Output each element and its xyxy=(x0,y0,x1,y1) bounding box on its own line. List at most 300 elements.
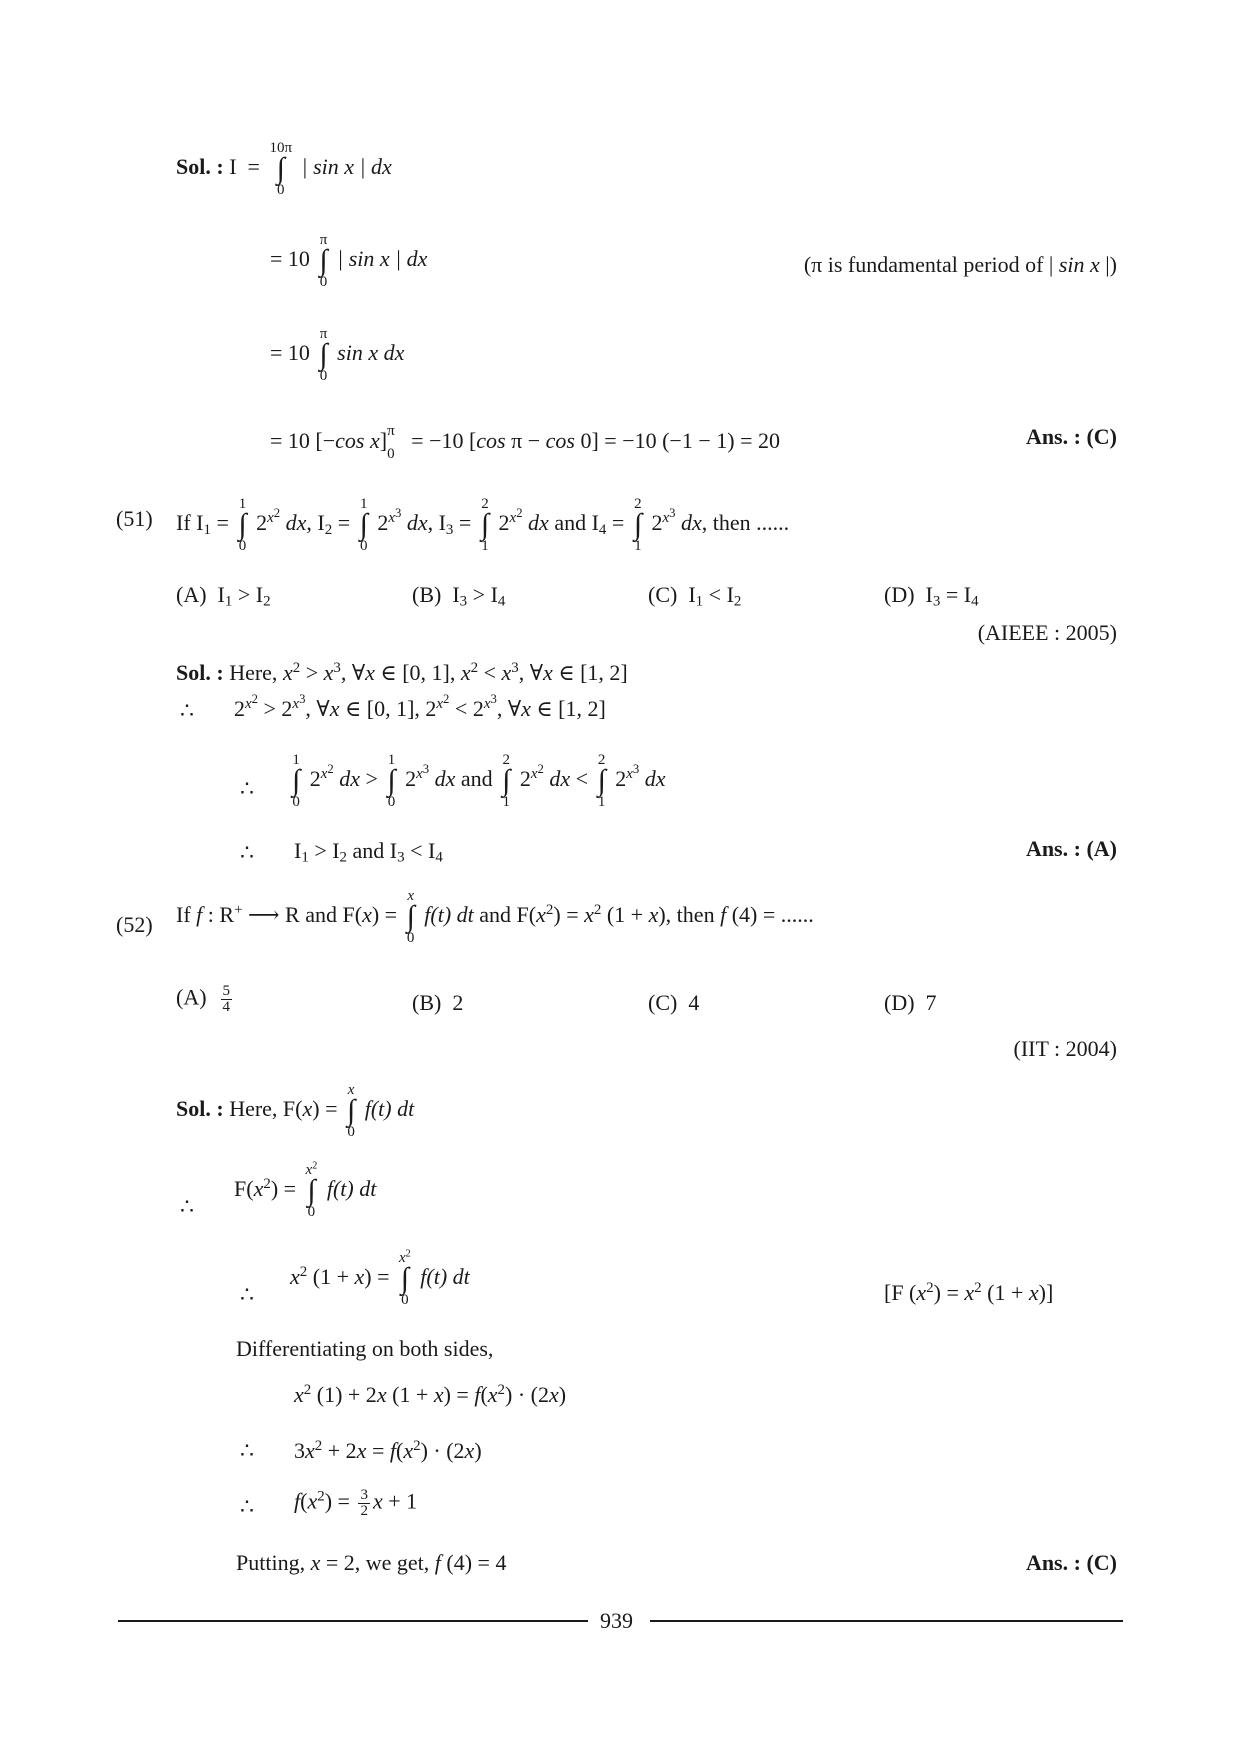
sol-label: Sol. xyxy=(176,1096,211,1122)
x: x xyxy=(320,765,328,782)
exp: 3 xyxy=(490,691,497,706)
gt: > xyxy=(300,660,324,685)
numerator: 3 xyxy=(360,1487,368,1503)
sq: 2 xyxy=(312,1160,318,1172)
gt-I: > I xyxy=(308,838,340,863)
sub: 1 xyxy=(224,593,233,610)
exp: 2 xyxy=(273,505,281,520)
f: f xyxy=(474,1382,481,1407)
exp: 3 xyxy=(299,691,306,706)
putting: Putting, xyxy=(236,1550,311,1575)
x: x xyxy=(292,695,300,712)
sol51-line1 xyxy=(176,659,628,685)
f4: (4) = ...... xyxy=(726,902,814,928)
option-label: (B) xyxy=(412,990,442,1015)
exp: 2 xyxy=(251,691,258,706)
dx: dx xyxy=(406,510,428,536)
q52-stem xyxy=(176,888,814,946)
note-italic: sin x xyxy=(1053,252,1106,277)
therefore-symbol: ∴ xyxy=(240,1282,254,1307)
result: (4) = 4 xyxy=(440,1550,507,1575)
upper-limit: 10π xyxy=(269,140,293,156)
f: f xyxy=(196,902,203,928)
map: : R xyxy=(202,902,235,928)
x: x xyxy=(543,660,553,685)
sub: 1 xyxy=(695,593,704,610)
sol50-line2 xyxy=(270,232,427,290)
integral-sign: ∫ xyxy=(597,764,606,797)
dx: dx xyxy=(549,766,571,792)
forall: , ∀ xyxy=(305,696,330,721)
denominator: 2 xyxy=(360,1503,368,1519)
lower-limit: 0 xyxy=(307,1204,316,1220)
q52-option-a[interactable] xyxy=(176,984,235,1015)
sq: 2 xyxy=(545,901,554,918)
x: x xyxy=(323,660,334,685)
x: x xyxy=(464,1438,475,1463)
t-dt: (t) dt xyxy=(426,1264,470,1290)
sol-label: Sol. xyxy=(176,660,211,685)
I: I xyxy=(925,582,933,607)
sol52-line3 xyxy=(290,1250,470,1308)
upper-limit: 1 xyxy=(387,752,396,768)
t-dt: (t) dt xyxy=(430,902,474,928)
integral xyxy=(319,232,327,290)
q51-option-c[interactable] xyxy=(648,582,741,608)
lower-limit: 0 xyxy=(276,182,285,198)
plus-2: + 2 xyxy=(322,1438,357,1463)
exp: 2 xyxy=(292,659,301,676)
q52-option-b[interactable] xyxy=(412,990,463,1016)
base: 2 xyxy=(651,510,663,536)
sub: 3 xyxy=(445,521,454,538)
lower-limit: 0 xyxy=(401,1292,409,1308)
x: x xyxy=(245,695,252,712)
exp: 2 xyxy=(327,761,334,776)
note-text: (π is fundamental period of | xyxy=(803,252,1054,277)
then: , then ...... xyxy=(701,510,790,536)
integral xyxy=(481,496,489,554)
integral xyxy=(598,752,606,810)
integrand: | sin x | dx xyxy=(337,246,428,272)
integral xyxy=(269,140,292,198)
sol52-putting xyxy=(236,1552,506,1574)
integral xyxy=(399,1250,411,1308)
upper-limit: x xyxy=(407,888,414,904)
d1-c: ) = xyxy=(443,1382,475,1407)
integral-sign: ∫ xyxy=(400,1262,409,1295)
x: x xyxy=(433,1382,444,1407)
lower-limit: 1 xyxy=(634,538,642,554)
base: 2 xyxy=(498,510,510,536)
sub: 3 xyxy=(397,849,405,866)
x: x xyxy=(483,695,491,712)
t-dt: (t) dt xyxy=(332,1176,377,1202)
lower-limit: 0 xyxy=(406,930,415,946)
footer-rule-left xyxy=(118,1620,588,1622)
eq: ) = xyxy=(324,1488,356,1514)
option-label: (C) xyxy=(648,582,678,607)
x: x xyxy=(329,696,340,721)
differentiating-text: Differentiating on both sides, xyxy=(236,1336,494,1361)
therefore-symbol: ∴ xyxy=(240,1438,254,1463)
eq: ) = xyxy=(270,1176,302,1202)
lower-limit: 1 xyxy=(597,794,606,810)
x: x xyxy=(509,509,517,526)
d1-e: ) · (2 xyxy=(505,1382,549,1407)
sol52-diff1 xyxy=(294,1381,567,1407)
therefore-symbol: ∴ xyxy=(180,1194,194,1219)
dx: dx xyxy=(434,766,456,792)
base: 2 xyxy=(519,766,531,792)
and-I: and I xyxy=(548,510,599,536)
forall: , ∀ xyxy=(340,660,366,685)
option-label: (D) xyxy=(884,990,915,1015)
sub: 1 xyxy=(203,521,211,538)
q52-number: (52) xyxy=(116,912,153,937)
integral xyxy=(387,752,395,810)
exp: 2 xyxy=(443,691,450,706)
base: 2 xyxy=(234,696,245,721)
note-a: [F ( xyxy=(884,1280,917,1305)
integral-sign: ∫ xyxy=(319,338,328,371)
base: 2 xyxy=(425,696,437,721)
in-range: ∈ [1, 2] xyxy=(530,696,606,721)
cos-x: cos x xyxy=(335,428,380,454)
x: x xyxy=(302,1096,313,1122)
integral xyxy=(319,326,327,384)
x: x xyxy=(356,1438,367,1463)
here: Here, xyxy=(229,660,283,685)
integral-sign: ∫ xyxy=(502,764,511,797)
sq: 2 xyxy=(299,1263,308,1280)
exp: 3 xyxy=(632,761,640,776)
colon: : xyxy=(216,660,224,685)
colon: : xyxy=(216,154,224,180)
f: f xyxy=(389,1438,396,1463)
exp: 3 xyxy=(422,761,430,776)
integral xyxy=(238,496,246,554)
plus: + xyxy=(234,901,243,918)
x: x xyxy=(365,660,375,685)
integral xyxy=(502,752,510,810)
lt: < xyxy=(449,696,473,721)
I: I xyxy=(726,582,734,607)
base: 2 xyxy=(281,696,293,721)
x: x xyxy=(310,1550,321,1575)
integral xyxy=(306,1162,318,1220)
x: x xyxy=(549,1382,559,1407)
upper-limit: π xyxy=(319,326,328,342)
x: x xyxy=(253,1176,264,1202)
x: x xyxy=(1028,1280,1039,1305)
x: x xyxy=(648,902,659,928)
close: ) xyxy=(474,1438,482,1463)
x: x xyxy=(530,765,538,782)
x: x xyxy=(362,902,372,928)
sol52-line1 xyxy=(176,1082,414,1140)
exp: 3 xyxy=(333,659,341,676)
F-open: F( xyxy=(234,1176,254,1202)
base: 2 xyxy=(309,766,321,792)
open: ( xyxy=(395,1438,404,1463)
coeff: = 10 xyxy=(270,246,310,272)
exp: 2 xyxy=(516,505,523,520)
rest-a: = −10 [ xyxy=(411,428,477,454)
x: x xyxy=(626,765,633,782)
upper-limit: 1 xyxy=(238,496,247,512)
upper-limit: π xyxy=(319,232,328,248)
if: If xyxy=(176,902,197,928)
in-range: ∈ [0, 1], xyxy=(374,660,461,685)
integral-sign: ∫ xyxy=(319,244,328,277)
d1-a: (1) + 2 xyxy=(311,1382,377,1407)
base: 2 xyxy=(377,510,389,536)
sol50-line4 xyxy=(270,424,780,462)
f: f xyxy=(424,902,431,928)
coeff: = 10 xyxy=(270,340,310,366)
and: and xyxy=(455,766,499,792)
lower-limit: 0 xyxy=(238,538,247,554)
gt: > xyxy=(258,696,282,721)
plus-1: + 1 xyxy=(382,1488,418,1514)
x: x xyxy=(388,509,395,526)
q51-stem xyxy=(176,496,789,554)
therefore-symbol: ∴ xyxy=(180,698,194,723)
sq: 2 xyxy=(974,1279,982,1296)
x: x xyxy=(584,902,594,928)
integral xyxy=(634,496,642,554)
x: x xyxy=(521,696,531,721)
upper-limit: 1 xyxy=(292,752,300,768)
rest: (1 + xyxy=(601,902,649,928)
answer-51: Ans. : (A) xyxy=(1025,836,1117,861)
sq: 2 xyxy=(926,1279,934,1296)
sol51-line4 xyxy=(294,838,443,866)
x: x xyxy=(916,1280,927,1305)
sol52-note xyxy=(884,1279,1054,1305)
sq: 2 xyxy=(314,1437,323,1454)
x: x xyxy=(501,660,512,685)
option-label: (A) xyxy=(176,582,207,607)
sub: 1 xyxy=(301,849,309,866)
integral-sign: ∫ xyxy=(387,764,396,797)
exp: 2 xyxy=(537,761,544,776)
dx: dx xyxy=(285,510,307,536)
value: 4 xyxy=(688,990,700,1015)
I: I xyxy=(255,582,264,607)
x: x xyxy=(305,1162,313,1178)
integral-sign: ∫ xyxy=(292,764,301,797)
base: 2 xyxy=(615,766,627,792)
value: 2 xyxy=(452,990,464,1015)
q51-option-a[interactable] xyxy=(176,582,271,608)
sub: 2 xyxy=(324,521,333,538)
note-d: )] xyxy=(1038,1280,1054,1305)
I: I xyxy=(294,838,302,863)
sq: 2 xyxy=(303,1381,312,1398)
dx: dx xyxy=(681,510,702,536)
sub: 2 xyxy=(339,849,348,866)
d1-d: ( xyxy=(480,1382,488,1407)
integral-sign: ∫ xyxy=(480,508,490,541)
rel: < xyxy=(703,582,727,607)
option-label: (D) xyxy=(884,582,915,607)
eq: = xyxy=(606,510,630,536)
f: f xyxy=(434,1550,441,1575)
dx: dx xyxy=(528,510,549,536)
then: ), then xyxy=(658,902,721,928)
close-eq: ) = xyxy=(312,1096,343,1122)
rel: = xyxy=(940,582,964,607)
integral xyxy=(360,496,368,554)
integral-sign: ∫ xyxy=(347,1094,356,1127)
f: f xyxy=(720,902,727,928)
option-label: (C) xyxy=(648,990,678,1015)
exp: 3 xyxy=(511,659,519,676)
lower-limit: 1 xyxy=(481,538,489,554)
upper-limit: π xyxy=(387,423,395,439)
lt-I: < I xyxy=(404,838,436,863)
x: x xyxy=(354,1264,365,1290)
numerator: 5 xyxy=(222,983,231,999)
here: Here, F( xyxy=(229,1096,303,1122)
eq: = xyxy=(332,510,356,536)
gt: > xyxy=(359,766,384,792)
close-eq: ) = xyxy=(371,902,403,928)
in-range: ∈ [1, 2] xyxy=(552,660,628,685)
lhs: I xyxy=(229,154,237,180)
exp: 3 xyxy=(669,505,676,520)
sq: 2 xyxy=(413,1437,421,1454)
we-get: = 2, we get, xyxy=(320,1550,435,1575)
integral-sign: ∫ xyxy=(633,508,643,541)
therefore-symbol: ∴ xyxy=(240,776,254,801)
page-number: 939 xyxy=(600,1608,633,1633)
answer-50: Ans. : (C) xyxy=(1025,424,1117,449)
lower-limit: 1 xyxy=(502,794,511,810)
sol52-diff3 xyxy=(294,1488,417,1519)
note-close: |) xyxy=(1105,252,1117,277)
integrand: sin x dx xyxy=(337,340,405,366)
x: x xyxy=(305,1438,315,1463)
x: x xyxy=(416,765,423,782)
sol52-diff2 xyxy=(294,1437,482,1463)
in-range: ∈ [0, 1], xyxy=(339,696,426,721)
rel: > xyxy=(467,582,491,607)
footer-rule-right xyxy=(650,1620,1123,1622)
t-dt: (t) dt xyxy=(370,1096,415,1122)
q52-option-c[interactable] xyxy=(648,990,699,1016)
sq: 2 xyxy=(593,901,602,918)
sub: 2 xyxy=(733,593,742,610)
open: ( xyxy=(300,1488,308,1514)
I: I xyxy=(963,582,972,607)
integral xyxy=(407,888,415,946)
sub: 4 xyxy=(598,521,607,538)
lower-limit: 0 xyxy=(319,274,328,290)
integral xyxy=(347,1082,355,1140)
sol51-line3 xyxy=(288,752,666,810)
lt: < xyxy=(570,766,594,792)
upper-limit: x xyxy=(347,1082,355,1098)
I: I xyxy=(452,582,460,607)
comma-I: , I xyxy=(427,510,446,536)
lower-limit: 0 xyxy=(387,446,395,462)
sub: 3 xyxy=(932,593,941,610)
base: 2 xyxy=(256,510,268,536)
base: 2 xyxy=(405,766,417,792)
lower-limit: 0 xyxy=(387,794,396,810)
bracket-close: ] xyxy=(379,428,388,454)
sub: 4 xyxy=(497,593,506,610)
x: x xyxy=(536,902,546,928)
x: x xyxy=(372,1488,383,1514)
sol52-line2 xyxy=(234,1162,376,1220)
q51-source: (AIEEE : 2005) xyxy=(977,620,1117,645)
minus: − xyxy=(322,428,336,454)
integral-sign: ∫ xyxy=(307,1174,316,1207)
sol-label: Sol. xyxy=(176,154,211,180)
lower-limit: 0 xyxy=(347,1124,355,1140)
integral-sign: ∫ xyxy=(359,508,368,541)
cos: cos xyxy=(476,428,506,454)
x: x xyxy=(662,509,670,526)
answer-52: Ans. : (C) xyxy=(1025,1550,1117,1575)
sol50-line3 xyxy=(270,326,404,384)
fraction xyxy=(358,1488,370,1519)
f: f xyxy=(294,1488,301,1514)
integral-sign: ∫ xyxy=(238,508,247,541)
exp: 2 xyxy=(470,659,479,676)
x: x xyxy=(376,1382,387,1407)
I: I xyxy=(217,582,225,607)
x: x xyxy=(403,1438,414,1463)
eq: = xyxy=(210,510,235,536)
eq: ) = xyxy=(553,902,585,928)
cos: cos xyxy=(545,428,575,454)
x: x xyxy=(290,1264,300,1290)
integral-sign: ∫ xyxy=(406,900,415,933)
q51-number: (51) xyxy=(116,506,153,531)
x: x xyxy=(398,1250,406,1266)
if-I: If I xyxy=(176,510,204,536)
sub: 4 xyxy=(435,849,443,866)
lower-limit: 0 xyxy=(319,368,328,384)
q52-source: (IIT : 2004) xyxy=(1013,1036,1117,1061)
x: x xyxy=(267,509,274,526)
upper-limit: 2 xyxy=(597,752,606,768)
dx: dx xyxy=(339,766,360,792)
rest-b: 0] = −10 (−1 − 1) = 20 xyxy=(574,428,780,454)
d1-f: ) xyxy=(558,1382,567,1407)
eq: = xyxy=(453,510,477,536)
q51-option-d[interactable] xyxy=(884,582,979,608)
to: ⟶ R and F( xyxy=(242,902,363,928)
sub: 2 xyxy=(263,593,271,610)
pi-minus: π − xyxy=(505,428,546,454)
x: x xyxy=(307,1488,318,1514)
lower-limit: 0 xyxy=(292,794,300,810)
forall: , ∀ xyxy=(496,696,522,721)
sub: 4 xyxy=(971,593,979,610)
note-b: ) = xyxy=(933,1280,965,1305)
integral-sign: ∫ xyxy=(276,152,285,185)
q51-option-b[interactable] xyxy=(412,582,505,608)
q52-option-d[interactable] xyxy=(884,990,937,1016)
x: x xyxy=(487,1382,498,1407)
integral xyxy=(292,752,300,810)
